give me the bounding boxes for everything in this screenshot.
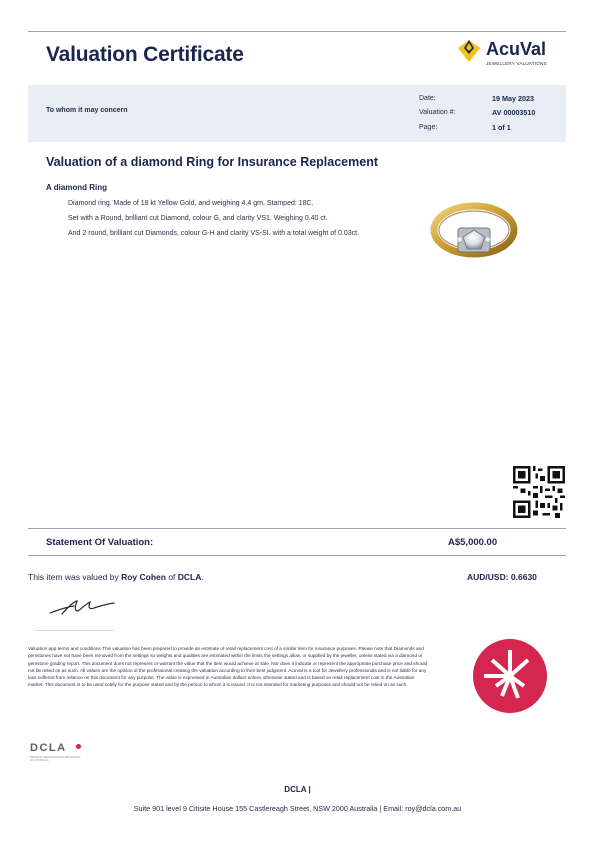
meta-block: [419, 91, 535, 135]
top-rule: [28, 31, 566, 32]
description-line: Diamond ring. Made of 18 kt Yellow Gold, and weighing 4.4 gm. Stamped: 18C.: [68, 200, 314, 207]
meta-row-valuation-number: [419, 106, 535, 121]
exchange-rate: AUD/USD: 0.6630: [467, 572, 537, 582]
terms-and-conditions: Valuation app terms and conditions This valuation has been prepared to provide an estimate of retail replacement cost of a similar item for insurance purposes. Please note that Diamonds and gemstones have not have been removed from the settings so weights and qualities are estimated within the limits the settings allow, or supplied by the jeweller, unless stated via a diamond or gemstone grading report. This document does not represent or warrant the value that the item would achieve at sale. Nor does it indicate or represent the appropriate purchase price and should not be relied on as such. All values are the opinion of the professional creating the valuation according to their best judgment. AcuVal is a tool for Jewellery professionals and is not liable for any loss suffered from reliance on this document for any purpose. The value is expressed in Australian dollars unless otherwise stated and is based on retail replacement cost in the Australian market. This document is to be used solely for the purpose stated and by the person to whom it is issued. It is not intended for marketing purposes and should not be relied on as such.: [28, 646, 428, 688]
valuer-name: Roy Cohen: [121, 572, 166, 582]
description-line: And 2 round, brilliant cut Diamonds, colour G-H and clarity VS-SI. with a total weight of 0.03ct.: [68, 230, 360, 237]
valuer-org: DCLA: [177, 572, 202, 582]
signature: [48, 596, 128, 618]
valued-by-line: [28, 572, 204, 582]
dcla-dot-icon: [76, 744, 81, 749]
ring-photo: [424, 186, 524, 276]
valuation-label: Statement Of Valuation:: [46, 537, 154, 548]
meta-label: Date:: [419, 94, 436, 102]
dcla-logo[interactable]: [28, 742, 84, 764]
meta-label: Valuation #:: [419, 109, 456, 117]
meta-row-page: [419, 120, 535, 135]
signature-rule: [34, 630, 114, 631]
footer-address: Suite 901 level 9 Citisite House 155 Castlereagh Street, NSW 2000 Australia | Email: roy@dcla.com.au: [133, 804, 462, 813]
section-title: Valuation of a diamond Ring for Insurance Replacement: [46, 155, 379, 169]
valued-by-prefix: This item was valued by: [28, 572, 122, 582]
meta-value: 1 of 1: [492, 122, 511, 132]
description-line: Set with a Round, brilliant cut Diamond, colour G, and clarity VS1. Weighing 0.40 ct.: [68, 215, 328, 222]
dcla-subtitle: DIAMOND CERTIFICATION LABORATORY OF AUSTRALIA: [30, 756, 81, 762]
logo-wordmark: AcuVal: [486, 39, 547, 59]
page-title: Valuation Certificate: [46, 43, 244, 66]
valued-by-suffix: .: [201, 572, 204, 582]
dcla-wordmark: DCLA: [30, 742, 67, 754]
meta-value: 19 May 2023: [492, 93, 534, 103]
footer-organisation: DCLA |: [284, 785, 311, 794]
qr-code[interactable]: [513, 466, 565, 518]
item-title: A diamond Ring: [46, 183, 108, 192]
meta-value: AV 00003510: [492, 108, 536, 118]
statement-of-valuation: [28, 528, 566, 556]
dcla-emblem-icon: [472, 638, 548, 714]
info-band: [28, 85, 566, 142]
acuval-diamond-icon: [456, 38, 482, 64]
meta-label: Page:: [419, 123, 438, 131]
meta-row-date: [419, 91, 535, 106]
addressee: To whom it may concern: [46, 107, 128, 114]
valuation-amount: A$5,000.00: [448, 537, 498, 548]
item-description: [68, 197, 398, 242]
valued-by-mid: of: [165, 572, 178, 582]
logo-subtitle: JEWELLERY VALUATIONS: [486, 61, 547, 66]
acuval-logo[interactable]: [456, 38, 566, 70]
